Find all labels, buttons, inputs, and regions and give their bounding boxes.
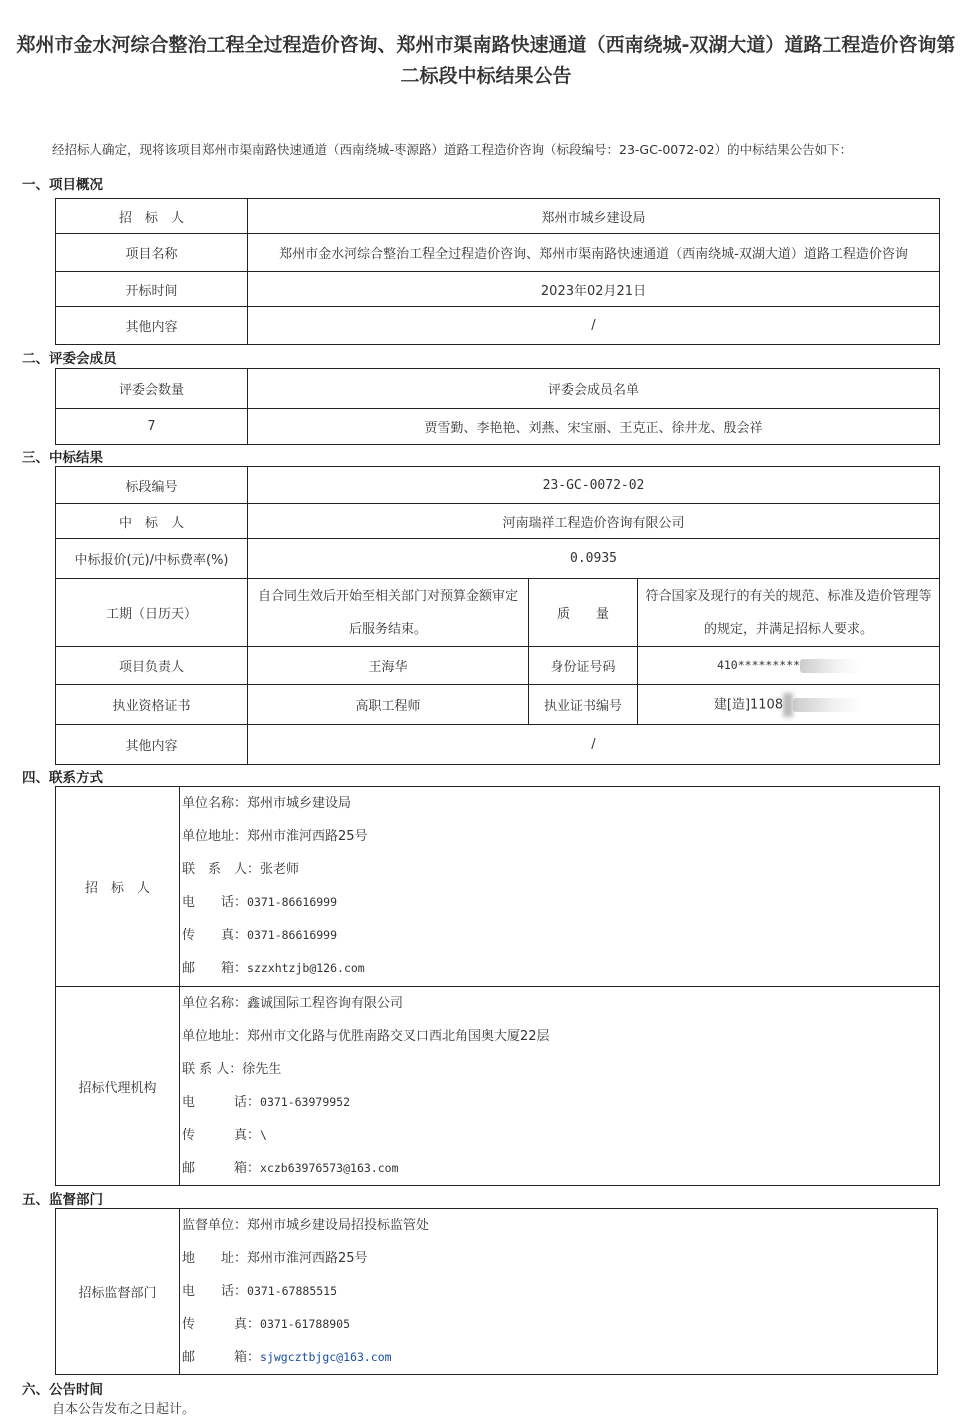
- result-other-value: /: [248, 725, 940, 765]
- result-other-label: 其他内容: [56, 725, 248, 765]
- section-heading-notice-time: 六、公告时间: [22, 1382, 103, 1398]
- contact-line-key: 联 系 人：: [182, 1062, 243, 1077]
- cert-number-cell: [638, 685, 940, 725]
- contact-line: [182, 787, 939, 820]
- quality-value: 符合国家及现行的有关的规范、标准及造价管理等的规定，并满足招标人要求。: [638, 579, 940, 647]
- contact-line: [182, 1275, 937, 1308]
- intro-text: 经招标人确定，现将该项目郑州市渠南路快速通道（西南绕城-枣源路）道路工程造价咨询（标段编号：23-GC-0072-02）的中标结果公告如下：: [52, 142, 853, 157]
- contact-line-value: 郑州市文化路与优胜南路交叉口西北角国奥大厦22层: [247, 1029, 550, 1044]
- contact-line: [182, 1242, 937, 1275]
- contact-line-value: 0371-86616999: [247, 895, 338, 909]
- cert-label: 执业资格证书: [56, 685, 248, 725]
- project-name-label: 项目名称: [56, 234, 248, 272]
- contact-line-value: 郑州市城乡建设局招投标监管处: [247, 1218, 430, 1233]
- manager-value: 王海华: [248, 647, 529, 685]
- redaction-blur: [800, 659, 860, 673]
- other-content-label: 其他内容: [56, 307, 248, 345]
- winner-value: 河南瑞祥工程造价咨询有限公司: [248, 504, 940, 539]
- section-heading-contact: 四、联系方式: [22, 770, 103, 786]
- committee-count-value: 7: [56, 409, 248, 445]
- overview-table: [55, 198, 940, 345]
- contact-line: [182, 919, 939, 952]
- contact-line: [182, 952, 939, 985]
- winner-label: 中 标 人: [56, 504, 248, 539]
- supervision-details: [180, 1209, 938, 1375]
- contact-line: [182, 820, 939, 853]
- contact-line-key: 邮 箱：: [182, 961, 248, 976]
- committee-names-value: 贾雪勤、李艳艳、刘燕、宋宝丽、王克正、徐井龙、殷会祥: [248, 409, 940, 445]
- period-value: 自合同生效后开始至相关部门对预算金额审定后服务结束。: [248, 579, 529, 647]
- contact-line-key: 单位名称：: [182, 796, 248, 811]
- contact-line-key: 邮 箱：: [182, 1350, 261, 1365]
- contact-line: [182, 987, 939, 1020]
- open-time-value: 2023年02月21日: [248, 272, 940, 307]
- manager-label: 项目负责人: [56, 647, 248, 685]
- contact-line-key: 电 话：: [182, 895, 248, 910]
- bid-price-value: 0.0935: [248, 539, 940, 579]
- redaction-blur: [783, 693, 793, 717]
- contact-line: [182, 1209, 937, 1242]
- bid-price-label: 中标报价(元)/中标费率(%): [56, 539, 248, 579]
- contact-line-value: xczb63976573@163.com: [260, 1161, 399, 1175]
- contact-line: [182, 1308, 937, 1341]
- open-time-label: 开标时间: [56, 272, 248, 307]
- contact-line-value: 0371-61788905: [260, 1317, 351, 1331]
- contact-line-value: 张老师: [260, 862, 300, 877]
- tenderer-value: 郑州市城乡建设局: [248, 199, 940, 234]
- committee-table: [55, 368, 940, 445]
- committee-count-label: 评委会数量: [56, 369, 248, 409]
- notice-time-text: 自本公告发布之日起计。: [52, 1402, 196, 1417]
- section-heading-supervision: 五、监督部门: [22, 1192, 103, 1208]
- id-number-cell: [638, 647, 940, 685]
- contact-agency-label: 招标代理机构: [56, 987, 180, 1186]
- contact-line-key: 邮 箱：: [182, 1161, 261, 1176]
- other-content-value: /: [248, 307, 940, 345]
- page-title: 郑州市金水河综合整治工程全过程造价咨询、郑州市渠南路快速通道（西南绕城-双湖大道）道路工程造价咨询第二标段中标结果公告: [16, 34, 956, 87]
- contact-line-value: 0371-67885515: [247, 1284, 338, 1298]
- contact-line: [182, 1020, 939, 1053]
- id-number-value: 410*********: [716, 658, 801, 672]
- contact-line: [182, 1053, 939, 1086]
- contact-line-value: 徐先生: [242, 1062, 282, 1077]
- contact-line-value: 郑州市城乡建设局: [247, 796, 352, 811]
- contact-table: [55, 786, 940, 1186]
- project-name-value: 郑州市金水河综合整治工程全过程造价咨询、郑州市渠南路快速通道（西南绕城-双湖大道）道路工程造价咨询: [248, 234, 940, 272]
- section-heading-overview: 一、项目概况: [22, 177, 103, 193]
- contact-line-key: 传 真：: [182, 1128, 261, 1143]
- contact-line-key: 单位名称：: [182, 996, 248, 1011]
- contact-tenderer-details: [180, 787, 940, 987]
- email-link[interactable]: sjwgcztbjgc@163.com: [260, 1350, 392, 1364]
- cert-number-value: 建[造]1108: [713, 697, 784, 712]
- contact-line-key: 地 址：: [182, 1251, 248, 1266]
- quality-label: 质 量: [529, 579, 638, 647]
- contact-line-value: szzxhtzjb@126.com: [247, 961, 365, 975]
- contact-line-key: 联 系 人：: [182, 862, 261, 877]
- contact-line-key: 电 话：: [182, 1284, 248, 1299]
- period-label: 工期（日历天）: [56, 579, 248, 647]
- contact-line: [182, 1152, 939, 1185]
- contact-line-key: 监督单位：: [182, 1218, 248, 1233]
- contact-line-value: 鑫诚国际工程咨询有限公司: [247, 996, 404, 1011]
- contact-line: [182, 1341, 937, 1374]
- section-heading-result: 三、中标结果: [22, 450, 103, 466]
- section-no-label: 标段编号: [56, 467, 248, 504]
- id-number-label: 身份证号码: [529, 647, 638, 685]
- committee-names-label: 评委会成员名单: [248, 369, 940, 409]
- contact-agency-details: [180, 987, 940, 1186]
- result-table: [55, 466, 940, 765]
- section-heading-committee: 二、评委会成员: [22, 351, 117, 367]
- contact-tenderer-label: 招 标 人: [56, 787, 180, 987]
- supervision-table: [55, 1208, 938, 1375]
- contact-line-key: 传 真：: [182, 1317, 261, 1332]
- contact-line-value: 0371-86616999: [247, 928, 338, 942]
- contact-line: [182, 1119, 939, 1152]
- redaction-blur: [793, 698, 863, 712]
- contact-line-key: 传 真：: [182, 928, 248, 943]
- contact-line-key: 单位地址：: [182, 1029, 248, 1044]
- contact-line-key: 单位地址：: [182, 829, 248, 844]
- section-no-value: 23-GC-0072-02: [248, 467, 940, 504]
- contact-line-value: 郑州市淮河西路25号: [247, 1251, 368, 1266]
- cert-value: 高职工程师: [248, 685, 529, 725]
- contact-line: [182, 1086, 939, 1119]
- contact-line-value: 郑州市淮河西路25号: [247, 829, 368, 844]
- contact-line: [182, 886, 939, 919]
- contact-line-value: \: [260, 1128, 267, 1142]
- contact-line-value: 0371-63979952: [260, 1095, 351, 1109]
- supervision-label: 招标监督部门: [56, 1209, 180, 1375]
- contact-line-key: 电 话：: [182, 1095, 261, 1110]
- tenderer-label: 招 标 人: [56, 199, 248, 234]
- contact-line: [182, 853, 939, 886]
- cert-number-label: 执业证书编号: [529, 685, 638, 725]
